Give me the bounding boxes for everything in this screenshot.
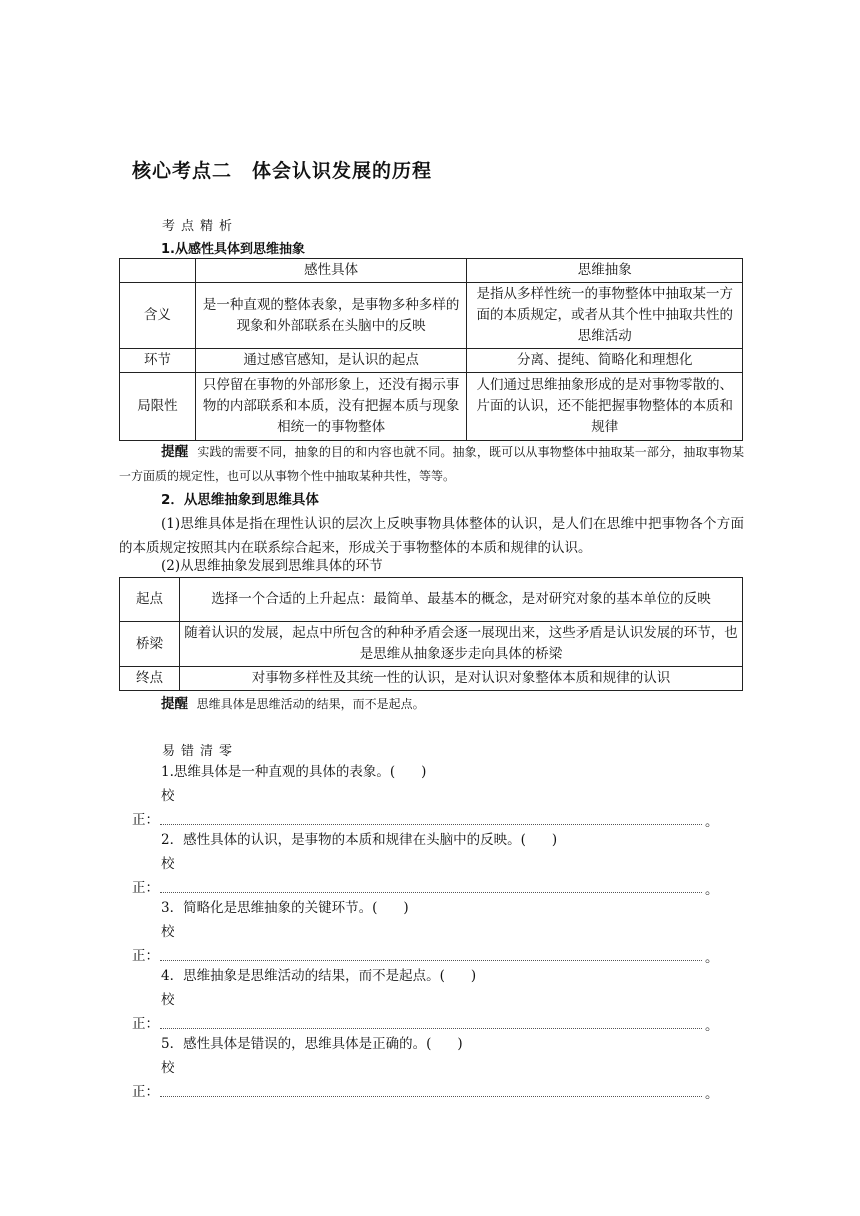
jiao-label: 校 <box>161 924 175 940</box>
table-row <box>120 667 743 691</box>
correction-line[interactable] <box>160 1096 702 1097</box>
row-label: 桥梁 <box>120 622 180 667</box>
correction-line[interactable] <box>160 892 702 893</box>
table-row <box>120 578 743 622</box>
table-cell: 分离、提纯、简略化和理想化 <box>467 349 743 373</box>
jiao-label: 校 <box>161 1060 175 1076</box>
question-item: 2．感性具体的认识，是事物的本质和规律在头脑中的反映。( ) <box>161 832 558 848</box>
question-item: 3．简略化是思维抽象的关键环节。( ) <box>161 900 409 916</box>
tip-label: 提醒 <box>161 444 189 460</box>
zheng-label: 正： <box>132 812 159 828</box>
table-cell: 是指从多样性统一的事物整体中抽取某一方面的本质规定，或者从其个性中抽取共性的思维活动 <box>467 283 743 349</box>
question-item: 5．感性具体是错误的，思维具体是正确的。( ) <box>161 1036 463 1052</box>
paragraph-concrete-thinking: (1)思维具体是指在理性认识的层次上反映事物具体整体的认识，是人们在思维中把事物各个方面的本质规定按照其内在联系综合起来，形成关于事物整体的本质和规律的认识。 <box>119 516 744 556</box>
end-mark: 。 <box>705 814 719 830</box>
tip-paragraph-1 <box>119 440 744 488</box>
table-cell: 选择一个合适的上升起点：最简单、最基本的概念，是对研究对象的基本单位的反映 <box>179 578 742 622</box>
jiao-label: 校 <box>161 788 175 804</box>
paragraph-links: (2)从思维抽象发展到思维具体的环节 <box>161 558 383 574</box>
tip-text: 思维具体是思维活动的结果，而不是起点。 <box>196 697 425 711</box>
stages-table <box>119 577 743 691</box>
zheng-label: 正： <box>132 880 159 896</box>
tip-label: 提醒 <box>161 696 188 712</box>
table-header-cell <box>120 259 196 283</box>
table-header-cell: 感性具体 <box>195 259 467 283</box>
zheng-label: 正： <box>132 1084 159 1100</box>
jiao-label: 校 <box>161 992 175 1008</box>
correction-line[interactable] <box>160 960 702 961</box>
heading-abstract-to-concrete: 2．从思维抽象到思维具体 <box>161 492 319 508</box>
section-label-analysis: 考点精析 <box>162 219 239 234</box>
heading-sensory-to-abstract: 1.从感性具体到思维抽象 <box>161 242 305 257</box>
tip-text: 实践的需要不同，抽象的目的和内容也就不同。抽象，既可以从事物整体中抽取某一部分，抽取事物某一方面质的规定性，也可以从事物个性中抽取某种共性，等等。 <box>119 445 744 483</box>
table-header-row <box>120 259 743 283</box>
question-item: 1.思维具体是一种直观的具体的表象。( ) <box>161 764 427 780</box>
title-sub: 体会认识发展的历程 <box>252 160 433 182</box>
table-cell: 是一种直观的整体表象，是事物多种多样的现象和外部联系在头脑中的反映 <box>195 283 467 349</box>
end-mark: 。 <box>705 950 719 966</box>
table-row <box>120 283 743 349</box>
table-row <box>120 349 743 373</box>
row-label: 环节 <box>120 349 196 373</box>
end-mark: 。 <box>705 1086 719 1102</box>
end-mark: 。 <box>705 1018 719 1034</box>
table-cell: 人们通过思维抽象形成的是对事物零散的、片面的认识，还不能把握事物整体的本质和规律 <box>467 373 743 441</box>
table-header-cell: 思维抽象 <box>467 259 743 283</box>
row-label: 局限性 <box>120 373 196 441</box>
correction-line[interactable] <box>160 824 702 825</box>
comparison-table <box>119 258 743 441</box>
table-cell: 对事物多样性及其统一性的认识，是对认识对象整体本质和规律的认识 <box>179 667 742 691</box>
table-cell: 只停留在事物的外部形象上，还没有揭示事物的内部联系和本质，没有把握本质与现象相统一的事物整体 <box>195 373 467 441</box>
row-label: 含义 <box>120 283 196 349</box>
jiao-label: 校 <box>161 856 175 872</box>
correction-line[interactable] <box>160 1028 702 1029</box>
table-cell: 随着认识的发展，起点中所包含的种种矛盾会逐一展现出来，这些矛盾是认识发展的环节，也是思维从抽象逐步走向具体的桥梁 <box>179 622 742 667</box>
table-row <box>120 373 743 441</box>
question-item: 4．思维抽象是思维活动的结果，而不是起点。( ) <box>161 968 477 984</box>
table-cell: 通过感官感知，是认识的起点 <box>195 349 467 373</box>
tip-paragraph-2 <box>119 692 744 716</box>
zheng-label: 正： <box>132 948 159 964</box>
section-label-errors: 易错清零 <box>162 744 239 759</box>
row-label: 终点 <box>120 667 180 691</box>
row-label: 起点 <box>120 578 180 622</box>
zheng-label: 正： <box>132 1016 159 1032</box>
title-main: 核心考点二 <box>132 160 233 182</box>
table-row <box>120 622 743 667</box>
page-title <box>132 156 432 183</box>
end-mark: 。 <box>705 882 719 898</box>
